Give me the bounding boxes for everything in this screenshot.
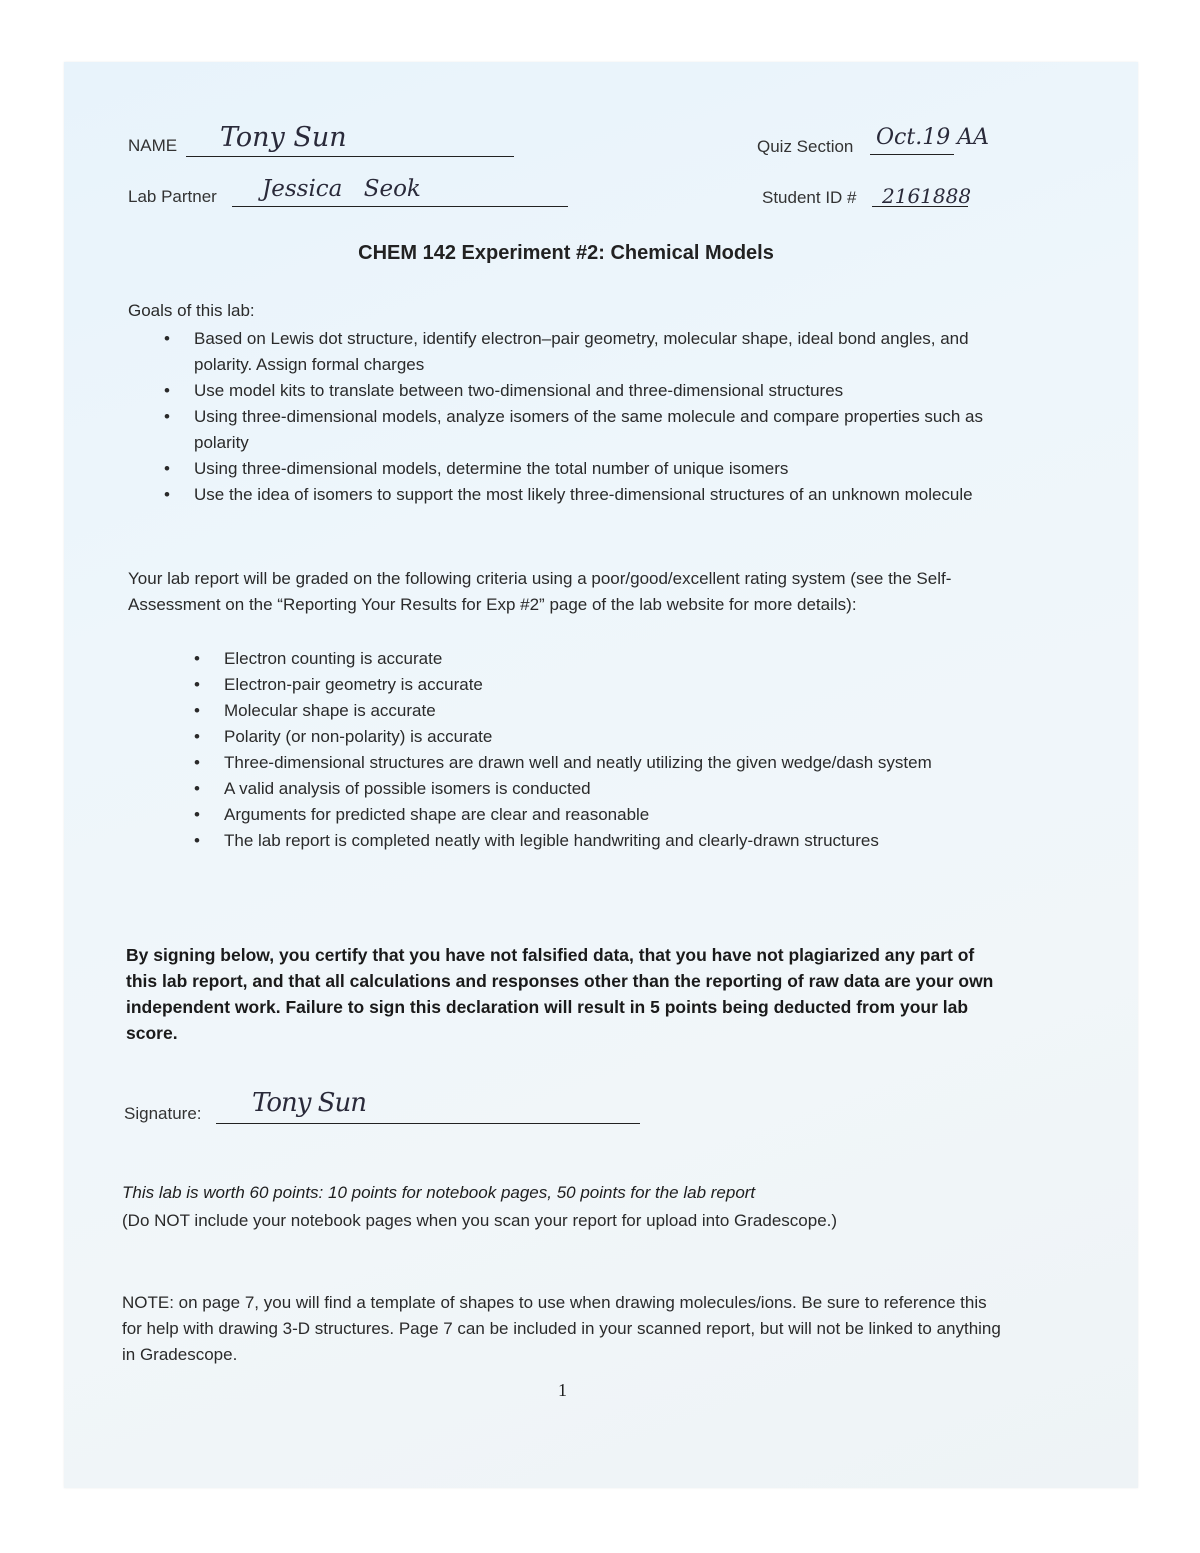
- criteria-item: • The lab report is completed neatly with legible handwriting and clearly-drawn structures: [224, 828, 1004, 854]
- goal-item: • Use model kits to translate between two-dimensional and three-dimensional structures: [194, 378, 994, 404]
- quiz-section-value[interactable]: Oct.19 AA: [876, 125, 989, 150]
- criteria-item: • A valid analysis of possible isomers is conducted: [224, 776, 1004, 802]
- criteria-item: • Polarity (or non-polarity) is accurate: [224, 724, 1004, 750]
- lab-partner-underline: [232, 206, 568, 207]
- name-underline: [186, 156, 514, 157]
- criteria-item: • Arguments for predicted shape are clear and reasonable: [224, 802, 1004, 828]
- signature-value[interactable]: Tony Sun: [252, 1088, 366, 1118]
- goals-heading: Goals of this lab:: [128, 301, 255, 320]
- name-value[interactable]: Tony Sun: [220, 122, 347, 153]
- criteria-item: • Electron-pair geometry is accurate: [224, 672, 1004, 698]
- grading-intro: Your lab report will be graded on the following criteria using a poor/good/excellent rating system (see the Self-Assessment on the “Reporting Your Results for Exp #2” page of the lab website for more details):: [128, 569, 952, 614]
- template-note: NOTE: on page 7, you will find a template of shapes to use when drawing molecules/ions. Be sure to reference this for help with drawing 3-D structures. Page 7 can be included in your scanned report, but will not be linked to anything in Gradescope.: [122, 1293, 1001, 1364]
- student-id-label: Student ID #: [762, 188, 857, 207]
- quiz-section-underline: [870, 154, 954, 155]
- points-note: This lab is worth 60 points: 10 points for notebook pages, 50 points for the lab report: [122, 1183, 756, 1202]
- lab-partner-label: Lab Partner: [128, 187, 217, 206]
- goal-item: • Using three-dimensional models, analyze isomers of the same molecule and compare properties such as polarity: [194, 404, 994, 456]
- page-title: CHEM 142 Experiment #2: Chemical Models: [358, 242, 774, 264]
- criteria-item: • Molecular shape is accurate: [224, 698, 1004, 724]
- criteria-item: • Electron counting is accurate: [224, 646, 1004, 672]
- goal-item: • Based on Lewis dot structure, identify electron–pair geometry, molecular shape, ideal bond angles, and polarity. Assign formal charges: [194, 326, 994, 378]
- signature-label: Signature:: [124, 1104, 202, 1123]
- page-number: 1: [558, 1380, 567, 1400]
- goals-list: [194, 326, 994, 508]
- quiz-section-label: Quiz Section: [757, 137, 854, 156]
- upload-note: (Do NOT include your notebook pages when you scan your report for upload into Gradescope.): [122, 1211, 838, 1230]
- lab-partner-value[interactable]: Jessica Seok: [262, 176, 421, 202]
- goal-item: • Using three-dimensional models, determine the total number of unique isomers: [194, 456, 994, 482]
- student-id-value[interactable]: 2161888: [882, 184, 972, 208]
- criteria-item: • Three-dimensional structures are drawn well and neatly utilizing the given wedge/dash system: [224, 750, 1004, 776]
- certification-statement: By signing below, you certify that you have not falsified data, that you have not plagiarized any part of this lab report, and that all calculations and responses other than the reporting of raw data are your own independent work. Failure to sign this declaration will result in 5 points being deducted from your lab score.: [126, 945, 994, 1043]
- goal-item: • Use the idea of isomers to support the most likely three-dimensional structures of an unknown molecule: [194, 482, 994, 508]
- grading-list: [224, 646, 1004, 854]
- name-label: NAME: [128, 136, 178, 155]
- signature-underline: [216, 1123, 640, 1124]
